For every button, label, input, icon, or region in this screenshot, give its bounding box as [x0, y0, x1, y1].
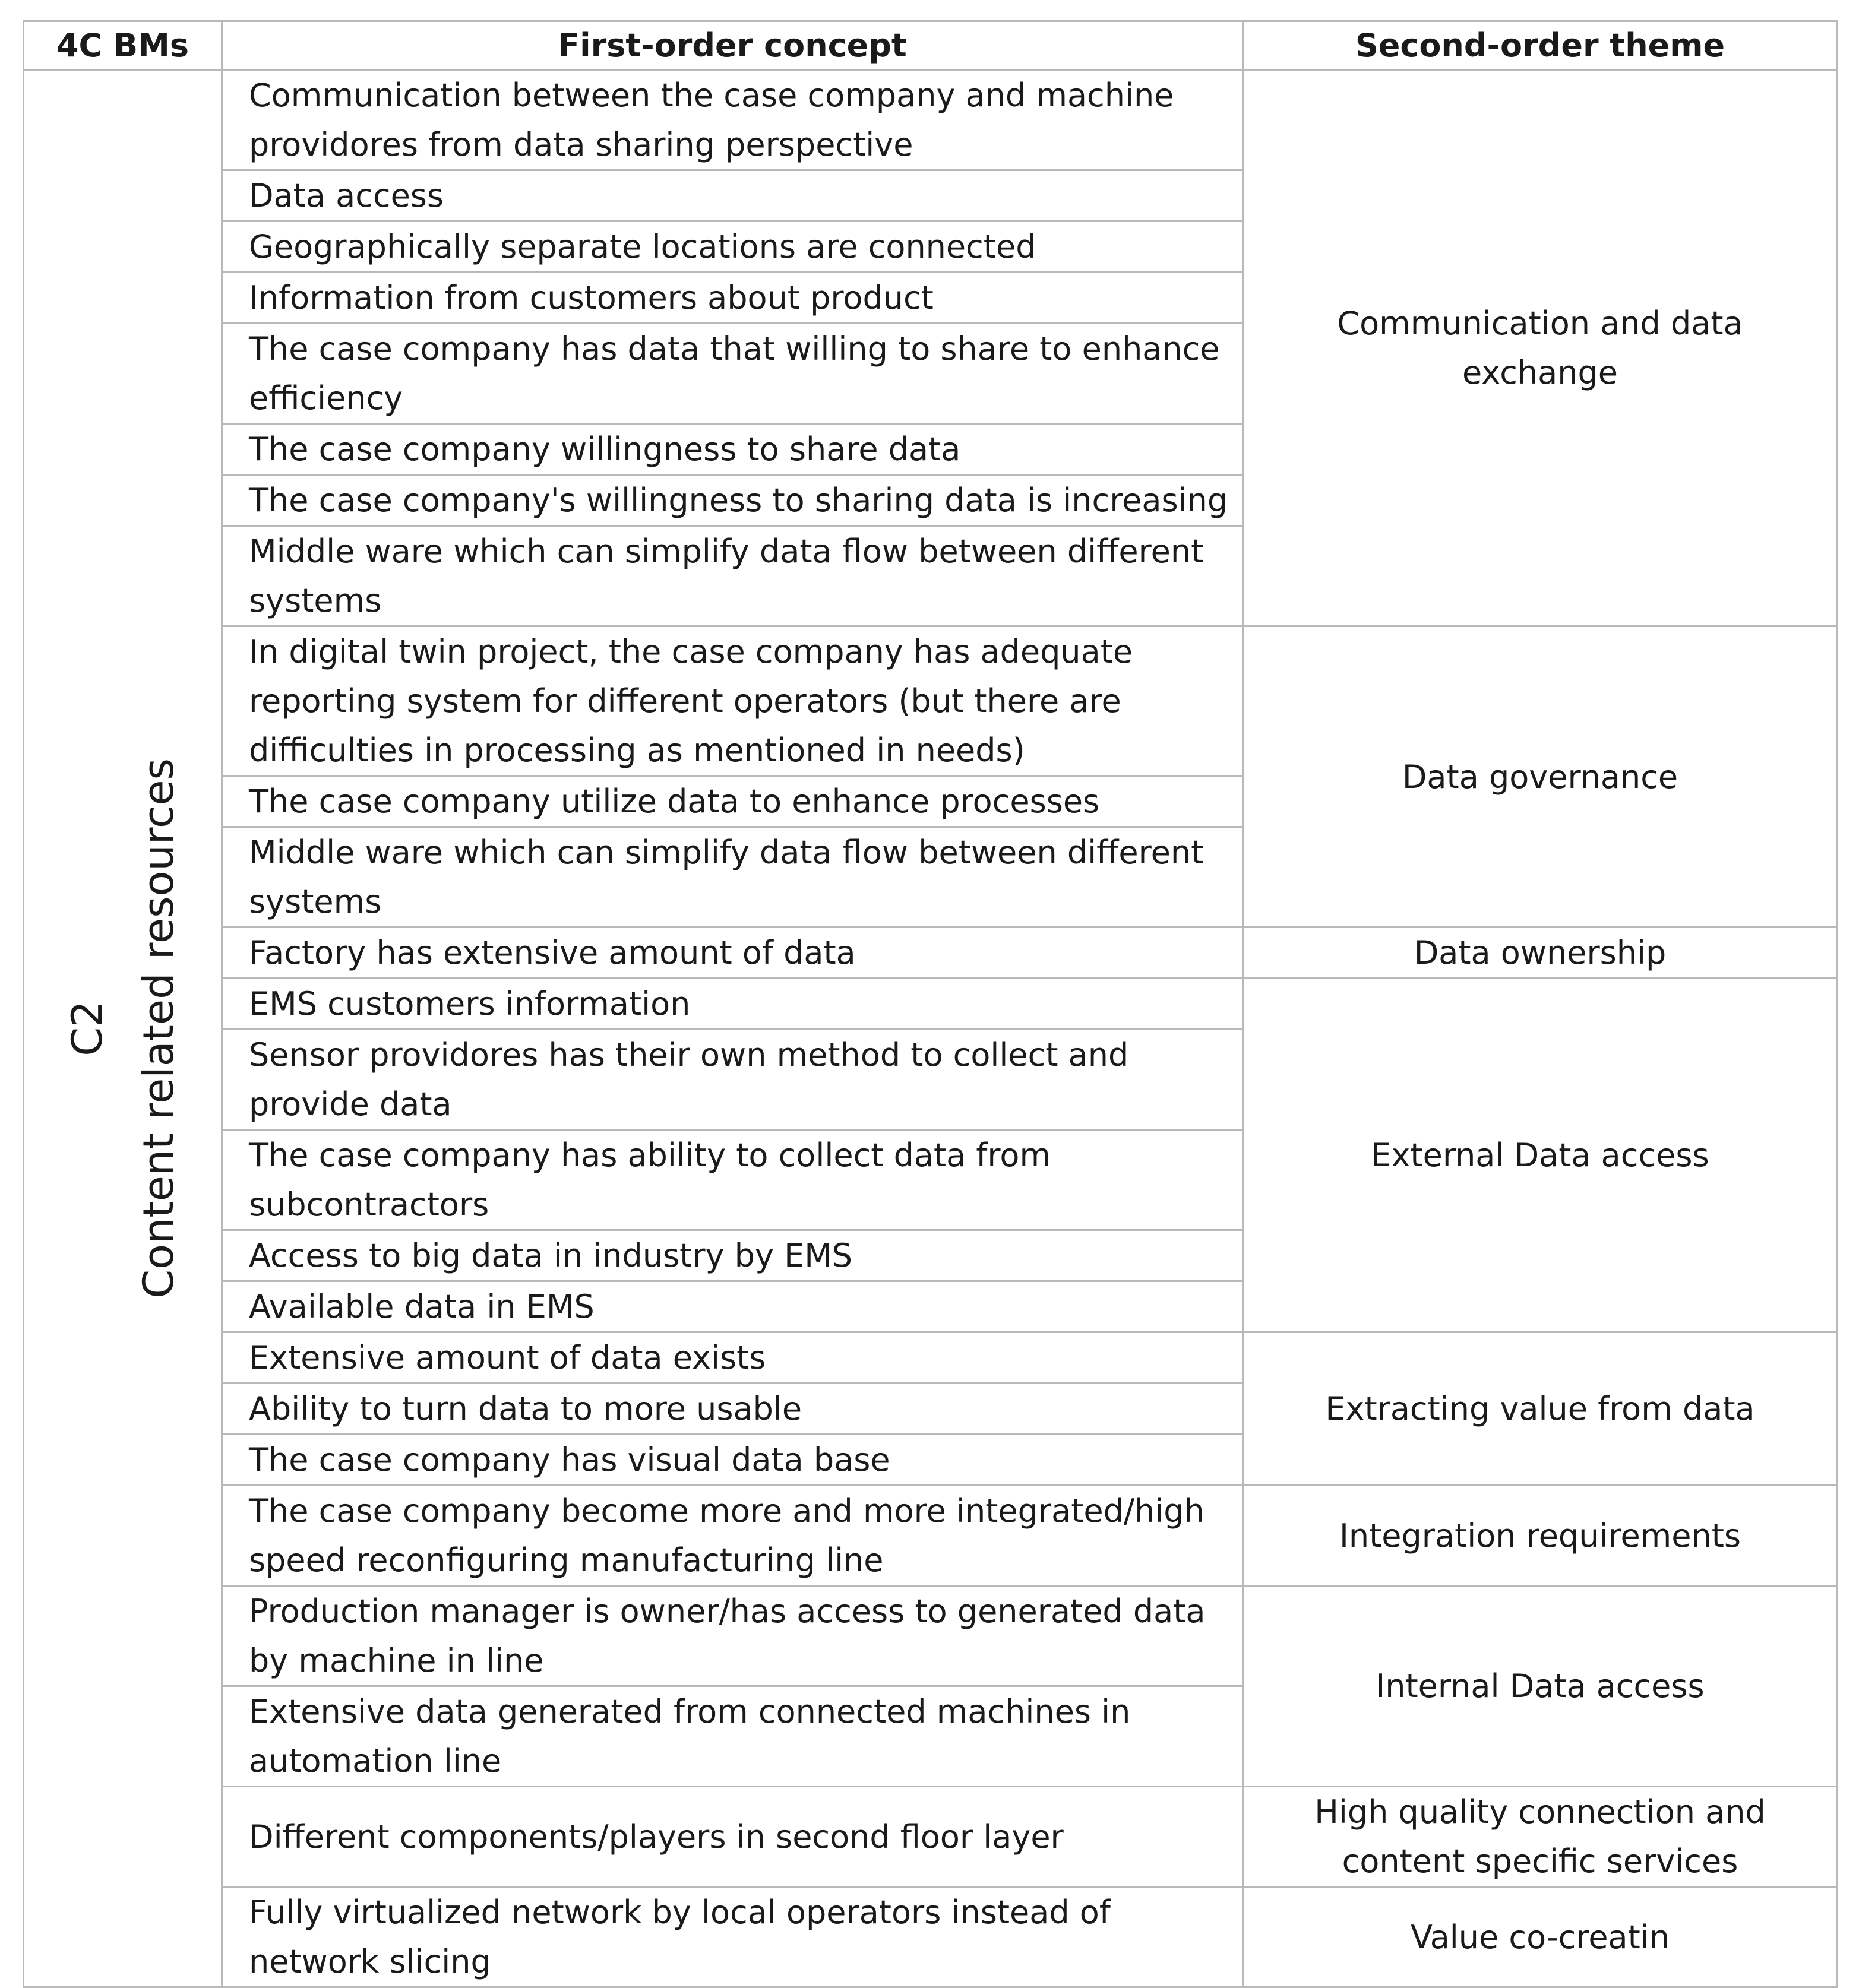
header-theme: Second-order theme — [1243, 21, 1838, 70]
concept-cell: Middle ware which can simplify data flow between different systems — [222, 526, 1243, 626]
table-row — [24, 1486, 1838, 1586]
table-row — [24, 1586, 1838, 1686]
header-bm: 4C BMs — [24, 21, 222, 70]
theme-cell: Integration requirements — [1243, 1486, 1838, 1586]
concept-cell: Communication between the case company and machine providores from data sharing perspective — [222, 70, 1243, 170]
bm-code: C2 — [62, 1001, 112, 1056]
table-row — [24, 927, 1838, 979]
concept-cell: Access to big data in industry by EMS — [222, 1230, 1243, 1281]
table-row — [24, 979, 1838, 1030]
theme-cell: Data ownership — [1243, 927, 1838, 979]
concept-cell: The case company has ability to collect data from subcontractors — [222, 1130, 1243, 1230]
concept-cell: Ability to turn data to more usable — [222, 1384, 1243, 1435]
table-row — [24, 626, 1838, 776]
concept-cell: The case company willingness to share data — [222, 424, 1243, 475]
concept-cell: EMS customers information — [222, 979, 1243, 1030]
concept-cell: Extensive amount of data exists — [222, 1332, 1243, 1384]
concept-cell: Fully virtualized network by local operators instead of network slicing — [222, 1887, 1243, 1987]
concept-cell: Geographically separate locations are connected — [222, 221, 1243, 273]
themes-table — [23, 20, 1838, 1988]
concept-cell: In digital twin project, the case company has adequate reporting system for different operators (but there are difficulties in processing as mentioned in needs) — [222, 626, 1243, 776]
table-body — [24, 70, 1838, 1987]
concept-cell: Factory has extensive amount of data — [222, 927, 1243, 979]
concept-cell: Production manager is owner/has access to generated data by machine in line — [222, 1586, 1243, 1686]
concept-cell: The case company has visual data base — [222, 1435, 1243, 1486]
concept-cell: Available data in EMS — [222, 1281, 1243, 1332]
theme-cell: Value co-creatin — [1243, 1887, 1838, 1987]
concept-cell: The case company become more and more integrated/high speed reconfiguring manufacturing line — [222, 1486, 1243, 1586]
concept-cell: Sensor providores has their own method to collect and provide data — [222, 1030, 1243, 1130]
concept-cell: Middle ware which can simplify data flow between different systems — [222, 827, 1243, 927]
concept-cell: The case company utilize data to enhance processes — [222, 776, 1243, 827]
theme-cell: Internal Data access — [1243, 1586, 1838, 1787]
table-row — [24, 1787, 1838, 1887]
concept-cell: The case company's willingness to sharing data is increasing — [222, 475, 1243, 526]
concept-cell: Different components/players in second floor layer — [222, 1787, 1243, 1887]
bm-cell — [24, 70, 222, 1987]
header-row — [24, 21, 1838, 70]
header-concept: First-order concept — [222, 21, 1243, 70]
concept-cell: The case company has data that willing to share to enhance efficiency — [222, 324, 1243, 424]
theme-cell: External Data access — [1243, 979, 1838, 1332]
theme-cell: Extracting value from data — [1243, 1332, 1838, 1486]
theme-cell: High quality connection and content specific services — [1243, 1787, 1838, 1887]
theme-cell: Data governance — [1243, 626, 1838, 927]
theme-cell: Communication and data exchange — [1243, 70, 1838, 626]
concept-cell: Extensive data generated from connected machines in automation line — [222, 1686, 1243, 1787]
table-row — [24, 70, 1838, 170]
table-row — [24, 1332, 1838, 1384]
table-row — [24, 1887, 1838, 1987]
concept-cell: Data access — [222, 170, 1243, 221]
concept-cell: Information from customers about product — [222, 273, 1243, 324]
bm-name: Content related resources — [134, 758, 183, 1299]
